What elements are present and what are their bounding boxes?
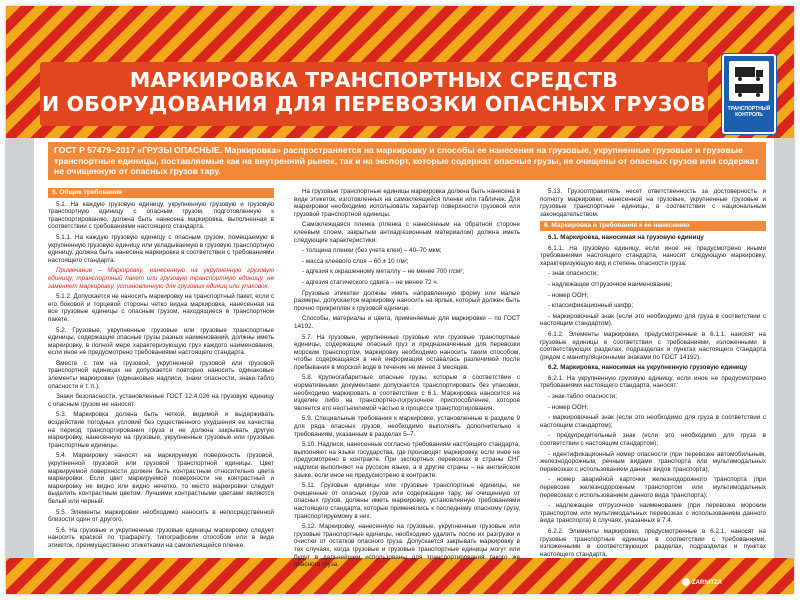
poster-title [40, 68, 708, 116]
transport-control-sign [722, 54, 776, 134]
publisher-name: ZARNITZA [692, 580, 722, 586]
paragraph: 5.10. Надписи, нанесенные согласно требованиям настоящего стандарта, выполняют на языке государства, где производят маркировку, если иное не предусмотрено в контракте. При экспортных перевозках в страны СНГ надписи выполняют на русском языке, а в другие страны – на английском языке, если иное не предусмотрено в контракте. [294, 441, 520, 479]
paragraph: 5.3. Маркировка должна быть четкой, видимой и выдерживать воздействие погодных условий без существенного ухудшения ее качества на период транспортирования груза и не должна закрывать другую маркировку, нанесенную на грузовые, укрупненные грузовые или грузовые транспортные единицы. [48, 411, 274, 449]
paragraph: На грузовые транспортные единицы маркировка должна быть нанесена в виде этикеток, изготовленных на самоклеящейся пленке или табличек. Для маркировки необходимо использовать характер поверхности грузовой или грузовой транспортной единицы. [294, 188, 520, 218]
sign-caption-line-2: КОНТРОЛЬ [735, 112, 763, 118]
list-item: - маркировочный знак (если это необходимо для груза в соответствии с настоящим стандартом). [540, 312, 766, 328]
list-item: - надлежащее отгрузочное наименование (при перевозке морским транспортом или мультимодальных перевозках с использованием данного вида транспорта) в случаях, указанных в 7.4. [540, 502, 766, 525]
list-item: - знак опасности; [548, 270, 599, 278]
list-item: - классификационный шифр; [548, 302, 634, 310]
paragraph: 5.6. На грузовые и укрупненные грузовые единицы маркировку следует наносить краской по трафарету, типографским способом или в виде этикеток, преимущественно этикетками на самоклеящейся пленке. [48, 526, 274, 549]
paragraph: 5.4. Маркировку наносят на маркируемую поверхность грузовой, укрупненной грузовой или грузовой транспортной единицы. Цвет маркируемой поверхности должен быть контрастным относительно цвета маркировки. Если цвет маркируемой поверхности не контрастный и маркировку не видно или видно нечетко, то место маркировки следует выделить контрастным цветом. Лучшими контрастными цветами являются белый или черный. [48, 452, 274, 505]
publisher-logo [682, 578, 740, 588]
subsection-heading: 6.2. Маркировка, наносимая на укрупненную грузовую единицу [548, 364, 748, 372]
list-item: - надлежащее отгрузочное наименование; [548, 280, 673, 288]
paragraph: 5.8. Крупногабаритные опасные грузы, которые в соответствии с нормативными документами допускается транспортировать без упаковки, необходимо маркировать в соответствии с 6.1. Маркировка наносится на изделие либо на транспортно-погрузочное приспособление, которое является его неотъемлемой частью в процессе транспортирования. [294, 374, 520, 412]
paragraph: 5.1.1. На каждую грузовую единицу с опасным грузом, помещаемую в укрупненную грузовую единицу или укладываемую в грузовую транспортную единицу, должна быть нанесена маркировка в соответствии с требованиями настоящего стандарта. [48, 233, 274, 264]
subsection-heading: 6.1. Маркировка, наносимая на грузовую единицу [548, 233, 704, 241]
poster [6, 6, 794, 594]
intro-banner: ГОСТ Р 57479–2017 «ГРУЗЫ ОПАСНЫЕ. Маркировка» распространяется на маркировку и способы ее нанесения на грузовые, укрупненные грузовые и грузовые транспортные единицы, поставляемые как на внутренний рынок, так и на экспорт, которые содержат опасные грузы, не очищены от опасных грузов или содержат не очищенную от опасных грузов тару. [48, 142, 766, 180]
list-item: - адгезия к окрашенному металлу – не менее 700 г/см²; [302, 268, 465, 276]
paragraph: 5.7. На грузовые, укрупненные грузовые или грузовые транспортные единицы, содержащие опасный груз и предназначенные для перевозки морским транспортом, маркировку необходимо наносить таким способом, чтобы содержащаяся в ней информация оставалась различимой после пребывания в морской воде в течение не менее 3 месяцев. [294, 333, 520, 371]
paragraph: Самоклеящаяся пленка (пленка с нанесенным на обратной стороне клеевым слоем, закрытым антиадгезионным материалом) должна иметь следующие характеристики: [294, 221, 520, 244]
sign-caption-line-1: ТРАНСПОРТНЫЙ [727, 106, 771, 112]
paragraph: 5.5. Элементы маркировки необходимо наносить в непосредственной близости один от другого. [48, 508, 274, 524]
note-paragraph: Примечание – Маркировку, нанесенную на укрупненную грузовую единицу, транспортный пакет или грузовую транспортную единицу, не заменяет маркировку, установленную для грузовых единиц или упаковок. [48, 267, 274, 290]
list-item: - адгезия статического сдвига – не менее 72 ч. [302, 278, 439, 286]
section-heading: 6. Маркировка и требования к ее нанесению [540, 221, 766, 231]
list-item: - масса клеевого слоя – 60 ± 10 г/м²; [302, 257, 409, 265]
paragraph: 6.2.2. Элементы маркировки, предусмотренные в 6.2.1, наносят на грузовые транспортные единицы в соответствии с требованиями, изложенными в соответствующих разделах, подразделах и пунктах настоящего стандарта. [540, 527, 766, 558]
list-item: - идентификационный номер опасности (при перевозке автомобильным, железнодорожным, речным видами транспорта или мультимодальных перевозках с использованием данных видов транспорта); [540, 450, 766, 473]
column-2 [294, 188, 520, 569]
sign-caption [724, 106, 774, 118]
paragraph: 5.11. Грузовые единицы или грузовые транспортные единицы, не очищенные от опасных грузов или содержащие тару, не очищенную от опасных грузов, должны иметь маркировку, установленную требованиями настоящего стандарта, которые применялись к последнему опасному грузу, транспортируемому в них. [294, 482, 520, 520]
content-sheet [34, 138, 774, 569]
list-item: - номер ООН; [548, 403, 589, 411]
paragraph: 6.1.1. На грузовую единицу, если иное не предусмотрено иными требованиями настоящего стандарта, наносят следующую маркировку, характеризующую вид и степень опасности груза: [540, 244, 766, 267]
title-line-2: И ОБОРУДОВАНИЯ ДЛЯ ПЕРЕВОЗКИ ОПАСНЫХ ГРУЗОВ [41, 92, 707, 116]
paragraph: 6.2.1. На укрупненную грузовую единицу, если иное не предусмотрено требованиями настоящего стандарта, наносят: [540, 374, 766, 390]
paragraph: 5.1. На каждую грузовую единицу, укрупненную грузовую и грузовую транспортную единицу с опасным грузом, подготовленную к транспортированию, должна быть нанесена маркировка, выполненная в соответствии с требованиями настоящего стандарта. [48, 200, 274, 231]
column-1 [48, 188, 274, 554]
list-item: - номер аварийной карточки железнодорожного транспорта (при перевозке железнодорожным транспортом или мультимодальных перевозках с использованием данного вида транспорта); [540, 476, 766, 499]
title-line-1: МАРКИРОВКА ТРАНСПОРТНЫХ СРЕДСТВ [129, 68, 619, 92]
paragraph: 5.13. Грузоотправитель несет ответственность за достоверность и полноту маркировки, нанесенной на грузовые, укрупненные грузовые и грузовые транспортные единицы, в соответствии с национальным законодательством. [540, 188, 766, 218]
column-3 [540, 188, 766, 558]
paragraph: Вместе с тем на грузовой, укрупненной грузовой или грузовой транспортной единицах не допускается повторно наносить одинаковые элементы маркировки (одинаковые надписи, знаки опасности, знаки-табло опасности и т. п.). [48, 359, 274, 390]
paragraph: 5.2. Грузовые, укрупненные грузовые или грузовые транспортные единицы, содержащие опасные грузы разных наименований, должны иметь маркировку, в полной мере характеризующую груз каждого наименования, если иное не предусмотрено требованиями настоящего стандарта. [48, 326, 274, 357]
paragraph: Способы, материалы и цвета, применяемые для маркировки – по ГОСТ 14192. [294, 315, 520, 330]
section-heading: 5. Общие требования [48, 188, 274, 198]
paragraph: 5.1.2. Допускается не наносить маркировку на транспортный пакет, если с его боковой и торцевой стороны четко видна маркировка, нанесенная на все грузовые единицы с опасным грузом, находящиеся в транспортном пакете. [48, 293, 274, 323]
truck-icon [729, 61, 769, 101]
paragraph: Знаки безопасности, установленные ГОСТ 12.4.026 на грузовую единицу с опасным грузом не наносят. [48, 393, 274, 408]
list-item: - номер ООН; [548, 291, 589, 299]
logo-mark-icon [682, 578, 690, 586]
paragraph: 6.1.2. Элементы маркировки, предусмотренные в 6.1.1, наносят на грузовые единицы в соответствии с требованиями, изложенными в соответствующих разделах, подразделах и пунктах настоящего стандарта (рядом с манипуляционными знаками по ГОСТ 14192). [540, 330, 766, 361]
paragraph: Грузовые этикетки должны иметь направленную форму или малые размеры, допускается маркировку наносить на ярлык, который должен быть прочно прикреплен к грузовой единице. [294, 289, 520, 312]
list-item: - толщина пленки (без учета клея) – 40–70 мкм; [302, 247, 442, 255]
list-item: - знак-табло опасности; [548, 393, 618, 401]
list-item: - маркировочный знак (если это необходимо для груза в соответствии с настоящим стандартом); [540, 414, 766, 429]
paragraph: 5.9. Специальные требования к маркировке, установленные в разделе 9 для ряда опасных грузов, необходимо выполнять дополнительно к требованиям, указанным в разделах 5–7. [294, 415, 520, 438]
paragraph: 5.12. Маркировку, нанесенную на грузовые, укрупненные грузовые или грузовые транспортные единицы, необходимо удалить после их разгрузки и очистки от остатков опасного груза. Допускается закрывать маркировку в тех случаях, когда грузовые и грузовые транспортные единицы могут или будут в дальнейшем использованы для транспортирования такого же опасного груза. [294, 523, 520, 569]
list-item: - предупредительный знак (если это необходимо для груза в соответствии с настоящим стандартом); [540, 432, 766, 448]
